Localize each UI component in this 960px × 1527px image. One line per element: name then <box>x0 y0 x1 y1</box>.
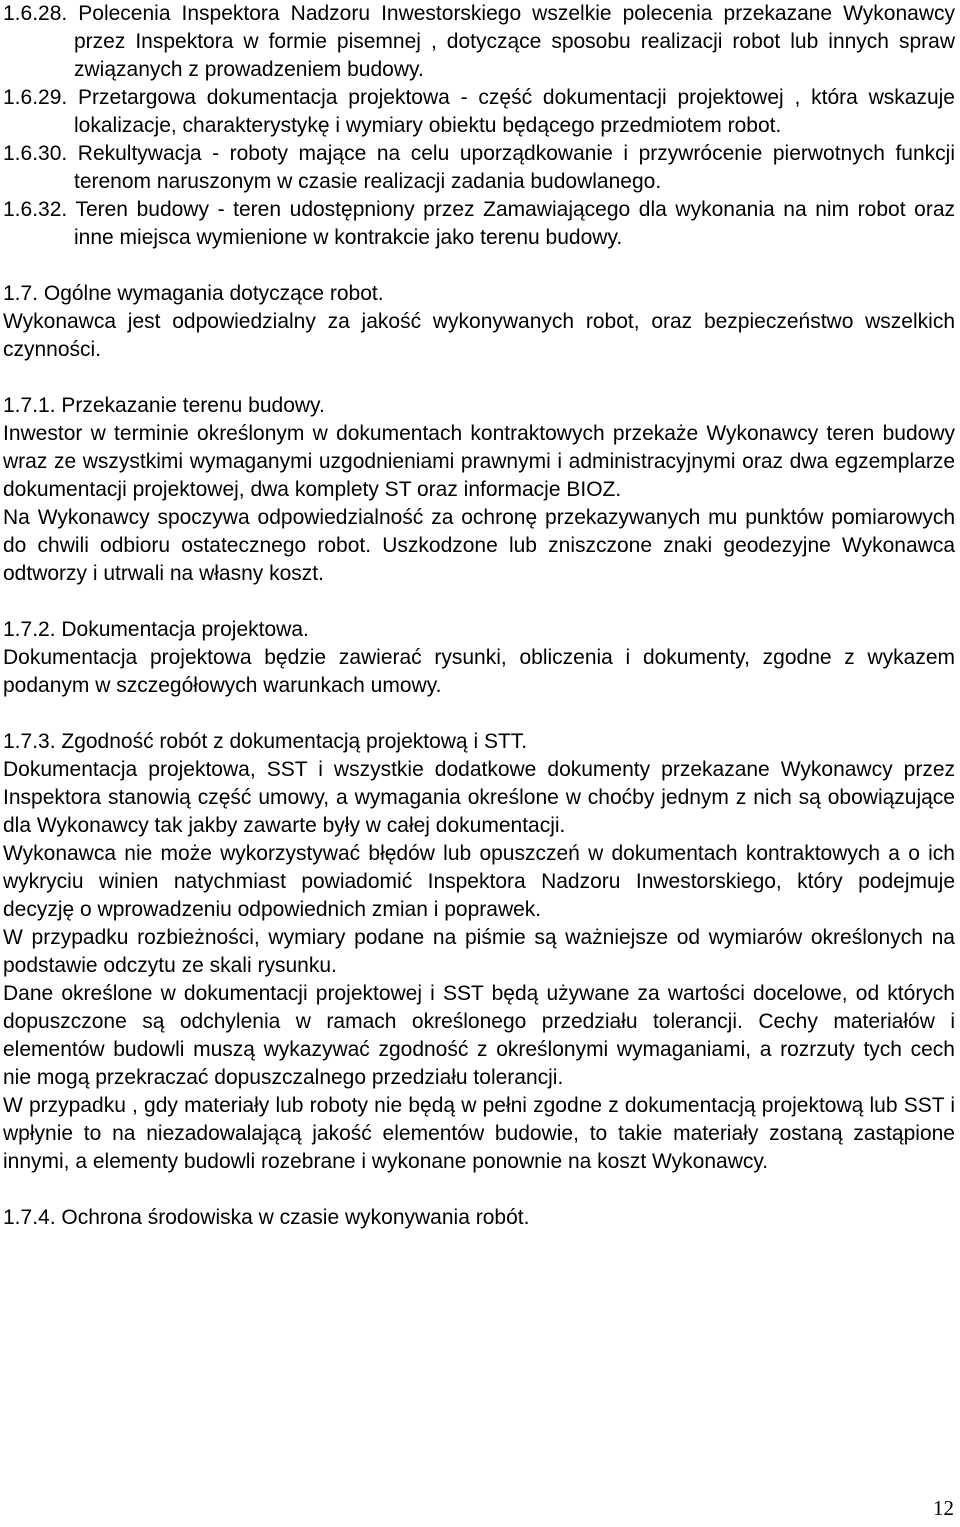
section-text-1-7-2: Dokumentacja projektowa będzie zawierać rysunki, obliczenia i dokumenty, zgodne z wykazem podanym w szczegółowych warunkach umowy. <box>3 646 955 697</box>
section-text-1-7: Wykonawca jest odpowiedzialny za jakość wykonywanych robot, oraz bezpieczeństwo wszelkich czynności. <box>3 310 955 361</box>
spacer <box>3 252 955 280</box>
document-page <box>3 0 955 1232</box>
spacer <box>3 1176 955 1204</box>
definition-1-6-32: 1.6.32. Teren budowy - teren udostępniony przez Zamawiającego dla wykonania na nim robot oraz inne miejsca wymienione w kontrakcie jako terenu budowy. <box>3 198 955 249</box>
definition-1-6-28: 1.6.28. Polecenia Inspektora Nadzoru Inwestorskiego wszelkie polecenia przekazane Wykonawcy przez Inspektora w formie pisemnej , dotyczące sposobu realizacji robot lub innych spraw związanych z prowadzeniem budowy. <box>3 2 955 81</box>
paragraph: Dane określone w dokumentacji projektowej i SST będą używane za wartości docelowe, od których dopuszczone są odchylenia w ramach określonego przedziału tolerancji. Cechy materiałów i elementów budowli muszą wykazywać zgodność z określonymi wymaganiami, a rozrzuty tych cech nie mogą przekraczać dopuszczalnego przedziału tolerancji. <box>3 982 955 1089</box>
page-number: 12 <box>933 1496 954 1520</box>
spacer <box>3 700 955 728</box>
paragraph: Wykonawca nie może wykorzystywać błędów lub opuszczeń w dokumentach kontraktowych a o ich wykryciu winien natychmiast powiadomić Inspektora Nadzoru Inwestorskiego, który podejmuje decyzję o wprowadzeniu odpowiednich zmian i poprawek. <box>3 842 955 921</box>
spacer <box>3 364 955 392</box>
paragraph: W przypadku rozbieżności, wymiary podane na piśmie są ważniejsze od wymiarów określonych na podstawie odczytu ze skali rysunku. <box>3 926 955 977</box>
section-heading-1-7-4: 1.7.4. Ochrona środowiska w czasie wykonywania robót. <box>3 1206 530 1229</box>
paragraph: Inwestor w terminie określonym w dokumentach kontraktowych przekaże Wykonawcy teren budowy wraz ze wszystkimi wymaganymi uzgodnieniami prawnymi i administracyjnymi oraz dwa egzemplarze dokumentacji projektowej, dwa komplety ST oraz informacje BIOZ. <box>3 422 955 501</box>
paragraph: Na Wykonawcy spoczywa odpowiedzialność za ochronę przekazywanych mu punktów pomiarowych do chwili odbioru ostatecznego robot. Uszkodzone lub zniszczone znaki geodezyjne Wykonawca odtworzy i utrwali na własny koszt. <box>3 506 955 585</box>
section-heading-1-7-3: 1.7.3. Zgodność robót z dokumentacją projektową i STT. <box>3 730 528 753</box>
section-heading-1-7-2: 1.7.2. Dokumentacja projektowa. <box>3 618 309 641</box>
definition-1-6-29: 1.6.29. Przetargowa dokumentacja projektowa - część dokumentacji projektowej , która wskazuje lokalizacje, charakterystykę i wymiary obiektu będącego przedmiotem robot. <box>3 86 955 137</box>
section-heading-1-7-1: 1.7.1. Przekazanie terenu budowy. <box>3 394 325 417</box>
definition-1-6-30: 1.6.30. Rekultywacja - roboty mające na celu uporządkowanie i przywrócenie pierwotnych funkcji terenom naruszonym w czasie realizacji zadania budowlanego. <box>3 142 955 193</box>
paragraph: Dokumentacja projektowa, SST i wszystkie dodatkowe dokumenty przekazane Wykonawcy przez Inspektora stanowią część umowy, a wymagania określone w choćby jednym z nich są obowiązujące dla Wykonawcy tak jakby zawarte były w całej dokumentacji. <box>3 758 955 837</box>
section-heading-1-7: 1.7. Ogólne wymagania dotyczące robot. <box>3 282 384 305</box>
paragraph: W przypadku , gdy materiały lub roboty nie będą w pełni zgodne z dokumentacją projektową lub SST i wpłynie to na niezadowalającą jakość elementów budowie, to takie materiały zostaną zastąpione innymi, a elementy budowli rozebrane i wykonane ponownie na koszt Wykonawcy. <box>3 1094 955 1173</box>
spacer <box>3 588 955 616</box>
